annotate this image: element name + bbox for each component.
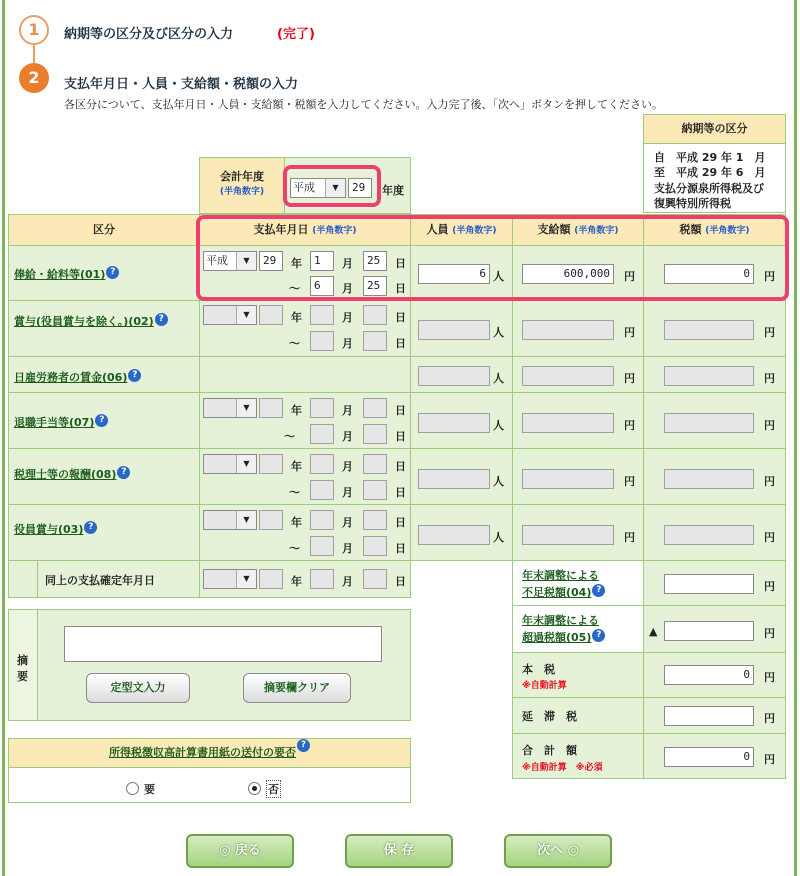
row03b-year-unit: 年: [291, 575, 302, 588]
row03b-day-unit: 日: [395, 575, 406, 588]
step-1-title: 納期等の区分及び区分の入力: [64, 27, 234, 42]
row01-tax-input[interactable]: 0: [664, 264, 754, 284]
row03b-month-input[interactable]: [310, 569, 334, 589]
total04-line1[interactable]: 年末調整による: [522, 569, 599, 582]
pay-date-note: (半角数字): [312, 226, 357, 236]
row06-label-text: 日雇労務者の賃金(06): [14, 371, 128, 384]
honzei-label-cell: [512, 652, 644, 698]
send-yes-radio[interactable]: [126, 782, 139, 795]
row07-day1-unit: 日: [395, 404, 406, 417]
send-yes-label: 要: [144, 783, 155, 796]
row02-tilde: ～: [289, 337, 300, 350]
row07-month2-unit: 月: [342, 430, 353, 443]
row01-era-value: 平成: [206, 254, 228, 267]
row08-day1-unit: 日: [395, 460, 406, 473]
step-connector: [33, 45, 35, 63]
period-header: 納期等の区分: [643, 114, 786, 144]
row06-date-cell: [199, 356, 411, 393]
row08-year-unit: 年: [291, 460, 302, 473]
help-icon[interactable]: ?: [592, 584, 605, 597]
back-button[interactable]: ◎ 戻る: [186, 834, 294, 868]
goukei-unit: 円: [764, 753, 775, 766]
row08-month2-input[interactable]: [310, 480, 334, 500]
pay-date-label: 支払年月日: [253, 223, 309, 236]
send-options-cell: [8, 767, 411, 803]
row08-day1-input[interactable]: [363, 454, 387, 474]
help-icon[interactable]: ?: [128, 369, 141, 382]
row06-payment-input[interactable]: [522, 366, 614, 386]
row01-day1-unit: 日: [395, 257, 406, 270]
row07-persons-unit: 人: [493, 419, 504, 432]
save-button[interactable]: 保 存: [345, 834, 453, 868]
chevron-down-icon: ▼: [236, 399, 256, 417]
total05-triangle-mark: ▲: [649, 625, 658, 638]
row08-year-input[interactable]: [259, 454, 283, 474]
fiscal-era-value: 平成: [293, 181, 315, 194]
row07-tax-unit: 円: [764, 419, 775, 432]
honzei-label: 本 税: [522, 663, 555, 676]
row02-day1-unit: 日: [395, 311, 406, 324]
step-2-circle: 2: [19, 63, 49, 93]
period-from: 自 平成 29 年 1 月: [654, 151, 766, 164]
row03-persons-unit: 人: [493, 531, 504, 544]
row03-label-text: 役員賞与(03): [14, 523, 84, 536]
goukei-label-cell: [512, 733, 644, 779]
help-icon[interactable]: ?: [106, 266, 119, 279]
row08-month1-input[interactable]: [310, 454, 334, 474]
send-header: [8, 738, 411, 768]
entai-input[interactable]: [664, 706, 754, 726]
payment-label: 支給額: [537, 223, 571, 236]
row03-era-select[interactable]: [203, 510, 257, 530]
row03-month1-input[interactable]: [310, 510, 334, 530]
send-no-label: 否: [266, 780, 281, 798]
send-label[interactable]: 所得税徴収高計算書用紙の送付の要否: [109, 746, 296, 759]
row07-month2-input[interactable]: [310, 424, 334, 444]
row01-month2-input[interactable]: 6: [310, 276, 334, 296]
period-to: 至 平成 29 年 6 月: [654, 166, 766, 179]
row08-tax-input[interactable]: [664, 469, 754, 489]
period-line4: 復興特別所得税: [654, 197, 731, 210]
payment-note: (半角数字): [574, 226, 619, 236]
total04-line2-text: 不足税額(04): [522, 586, 592, 599]
step-1-circle: 1: [19, 15, 49, 45]
fiscal-year-input[interactable]: 29: [348, 178, 372, 198]
row06-tax-unit: 円: [764, 372, 775, 385]
period-box: [643, 143, 786, 213]
total04-input[interactable]: [664, 574, 754, 594]
row07-payment-input[interactable]: [522, 413, 614, 433]
chevron-down-icon: ▼: [325, 179, 345, 197]
row08-payment-unit: 円: [624, 475, 635, 488]
row08-tilde: ～: [289, 486, 300, 499]
row03-month2-unit: 月: [342, 542, 353, 555]
row07-month1-input[interactable]: [310, 398, 334, 418]
entai-unit: 円: [764, 712, 775, 725]
row01-day2-unit: 日: [395, 282, 406, 295]
entai-label-cell: [512, 697, 644, 734]
row01-tilde: ～: [289, 282, 300, 295]
chevron-down-icon: ▼: [236, 511, 256, 529]
total04-line2[interactable]: [522, 584, 605, 600]
row02-day1-input[interactable]: [363, 305, 387, 325]
clear-summary-button[interactable]: 摘要欄クリア: [243, 673, 351, 703]
row07-payment-unit: 円: [624, 419, 635, 432]
row02-month1-unit: 月: [342, 311, 353, 324]
persons-note: (半角数字): [452, 226, 497, 236]
row08-label-text: 税理士等の報酬(08): [14, 468, 117, 481]
send-no-radio[interactable]: [248, 782, 261, 795]
row07-tax-input[interactable]: [664, 413, 754, 433]
total05-line2[interactable]: [522, 629, 605, 645]
fiscal-year-suffix: 年度: [382, 184, 404, 197]
goukei-input[interactable]: 0: [664, 747, 754, 767]
row06-persons-unit: 人: [493, 372, 504, 385]
total04-unit: 円: [764, 580, 775, 593]
entai-label: 延 滞 税: [522, 710, 577, 723]
row07-day2-unit: 日: [395, 430, 406, 443]
honzei-note: ※自動計算: [522, 681, 567, 691]
row01-label[interactable]: [14, 266, 119, 282]
row07-year-input[interactable]: [259, 398, 283, 418]
right-frame-border: [794, 0, 797, 876]
row02-payment-unit: 円: [624, 326, 635, 339]
row02-day2-input[interactable]: [363, 331, 387, 351]
total05-line2-text: 超過税額(05): [522, 631, 592, 644]
help-icon[interactable]: ?: [155, 313, 168, 326]
chevron-down-icon: ▼: [236, 455, 256, 473]
row08-payment-input[interactable]: [522, 469, 614, 489]
highlight-row01: [196, 215, 789, 301]
row03-day1-input[interactable]: [363, 510, 387, 530]
row07-tilde: ～: [284, 430, 295, 443]
row03b-era-select[interactable]: [203, 569, 257, 589]
row07-label[interactable]: [14, 414, 108, 430]
row03-payment-input[interactable]: [522, 525, 614, 545]
row03-persons-input[interactable]: [418, 525, 490, 545]
row02-month1-input[interactable]: [310, 305, 334, 325]
row01-tax-unit: 円: [764, 270, 775, 283]
row01-year-unit: 年: [291, 257, 302, 270]
help-icon[interactable]: ?: [95, 414, 108, 427]
row02-label-text: 賞与(役員賞与を除く。)(02): [14, 315, 154, 328]
row03-tax-unit: 円: [764, 531, 775, 544]
total05-input[interactable]: [664, 621, 754, 641]
row03b-label: 同上の支払確定年月日: [45, 574, 155, 587]
help-icon[interactable]: ?: [592, 629, 605, 642]
row07-day1-input[interactable]: [363, 398, 387, 418]
row02-label[interactable]: [14, 313, 168, 329]
row01-month1-input[interactable]: 1: [310, 251, 334, 271]
next-button[interactable]: 次へ ◎: [504, 834, 612, 868]
row08-label[interactable]: [14, 466, 130, 482]
row06-payment-unit: 円: [624, 372, 635, 385]
row03-year-input[interactable]: [259, 510, 283, 530]
row01-day1-input[interactable]: 25: [363, 251, 387, 271]
help-icon[interactable]: ?: [84, 521, 97, 534]
row02-month2-input[interactable]: [310, 331, 334, 351]
summary-label-bottom: 要: [17, 670, 28, 683]
summary-textarea[interactable]: [64, 626, 382, 662]
persons-label: 人員: [426, 223, 449, 236]
summary-label-cell: [8, 609, 38, 721]
row07-label-text: 退職手当等(07): [14, 416, 95, 429]
row03b-indent-cell: [8, 560, 38, 598]
row01-persons-input[interactable]: 6: [418, 264, 490, 284]
total04-label-cell: [512, 560, 644, 606]
row02-persons-unit: 人: [493, 326, 504, 339]
fiscal-year-label: 会計年度: [220, 170, 264, 183]
row08-persons-input[interactable]: [418, 469, 490, 489]
step-2-title: 支払年月日・人員・支給額・税額の入力: [64, 77, 299, 92]
row03-day2-input[interactable]: [363, 536, 387, 556]
row02-tax-input[interactable]: [664, 320, 754, 340]
fiscal-year-header: [199, 157, 285, 214]
row01-year-input[interactable]: 29: [259, 251, 283, 271]
chevron-down-icon: ▼: [236, 570, 256, 588]
row06-persons-input[interactable]: [418, 366, 490, 386]
row02-year-input[interactable]: [259, 305, 283, 325]
row03-payment-unit: 円: [624, 531, 635, 544]
row01-month1-unit: 月: [342, 257, 353, 270]
row02-month2-unit: 月: [342, 337, 353, 350]
total05-label-cell: [512, 605, 644, 653]
chevron-down-icon: ▼: [236, 306, 256, 324]
row07-year-unit: 年: [291, 404, 302, 417]
fiscal-year-sublabel: (半角数字): [219, 187, 265, 197]
row08-era-select[interactable]: [203, 454, 257, 474]
row08-day2-input[interactable]: [363, 480, 387, 500]
row01-payment-unit: 円: [624, 270, 635, 283]
row07-month1-unit: 月: [342, 404, 353, 417]
row06-tax-input[interactable]: [664, 366, 754, 386]
row06-label[interactable]: [14, 369, 141, 385]
highlight-fiscal-year: [283, 165, 381, 207]
col-header-category: 区分: [8, 214, 200, 246]
row03-day2-unit: 日: [395, 542, 406, 555]
row03b-year-input[interactable]: [259, 569, 283, 589]
instruction-text: 各区分について、支払年月日・人員・支給額・税額を入力してください。入力完了後、「次へ」ボタンを押してください。: [64, 98, 664, 111]
row03-tilde: ～: [289, 542, 300, 555]
row07-era-select[interactable]: [203, 398, 257, 418]
chevron-down-icon: ▼: [236, 252, 256, 270]
row03-month1-unit: 月: [342, 516, 353, 529]
row01-payment-input[interactable]: 600,000: [522, 264, 614, 284]
row08-tax-unit: 円: [764, 475, 775, 488]
left-frame-border: [2, 0, 5, 876]
row02-payment-input[interactable]: [522, 320, 614, 340]
step-1-status: (完了): [277, 27, 315, 42]
row01-persons-unit: 人: [493, 270, 504, 283]
row07-day2-input[interactable]: [363, 424, 387, 444]
total05-unit: 円: [764, 627, 775, 640]
row02-persons-input[interactable]: [418, 320, 490, 340]
period-line3: 支払分源泉所得税及び: [654, 182, 764, 195]
summary-label-top: 摘: [17, 654, 28, 667]
row01-month2-unit: 月: [342, 282, 353, 295]
help-icon[interactable]: ?: [297, 739, 310, 752]
row03-month2-input[interactable]: [310, 536, 334, 556]
tax-label: 税額: [679, 223, 702, 236]
total05-line1[interactable]: 年末調整による: [522, 614, 599, 627]
honzei-input[interactable]: 0: [664, 665, 754, 685]
row01-day2-input[interactable]: 25: [363, 276, 387, 296]
honzei-unit: 円: [764, 671, 775, 684]
row01-label-text: 俸給・給料等(01): [14, 268, 106, 281]
row02-day2-unit: 日: [395, 337, 406, 350]
row07-persons-input[interactable]: [418, 413, 490, 433]
row08-persons-unit: 人: [493, 475, 504, 488]
row03-label[interactable]: [14, 521, 97, 537]
row03-tax-input[interactable]: [664, 525, 754, 545]
row02-era-select[interactable]: [203, 305, 257, 325]
goukei-note: ※自動計算 ※必須: [522, 763, 603, 773]
goukei-label: 合 計 額: [522, 744, 577, 757]
row08-day2-unit: 日: [395, 486, 406, 499]
row08-month1-unit: 月: [342, 460, 353, 473]
row03b-month-unit: 月: [342, 575, 353, 588]
row02-tax-unit: 円: [764, 326, 775, 339]
row03b-day-input[interactable]: [363, 569, 387, 589]
tax-note: (半角数字): [705, 226, 750, 236]
row03-year-unit: 年: [291, 516, 302, 529]
row02-year-unit: 年: [291, 311, 302, 324]
help-icon[interactable]: ?: [117, 466, 130, 479]
fixed-text-button[interactable]: 定型文入力: [86, 673, 190, 703]
row03-day1-unit: 日: [395, 516, 406, 529]
row08-month2-unit: 月: [342, 486, 353, 499]
